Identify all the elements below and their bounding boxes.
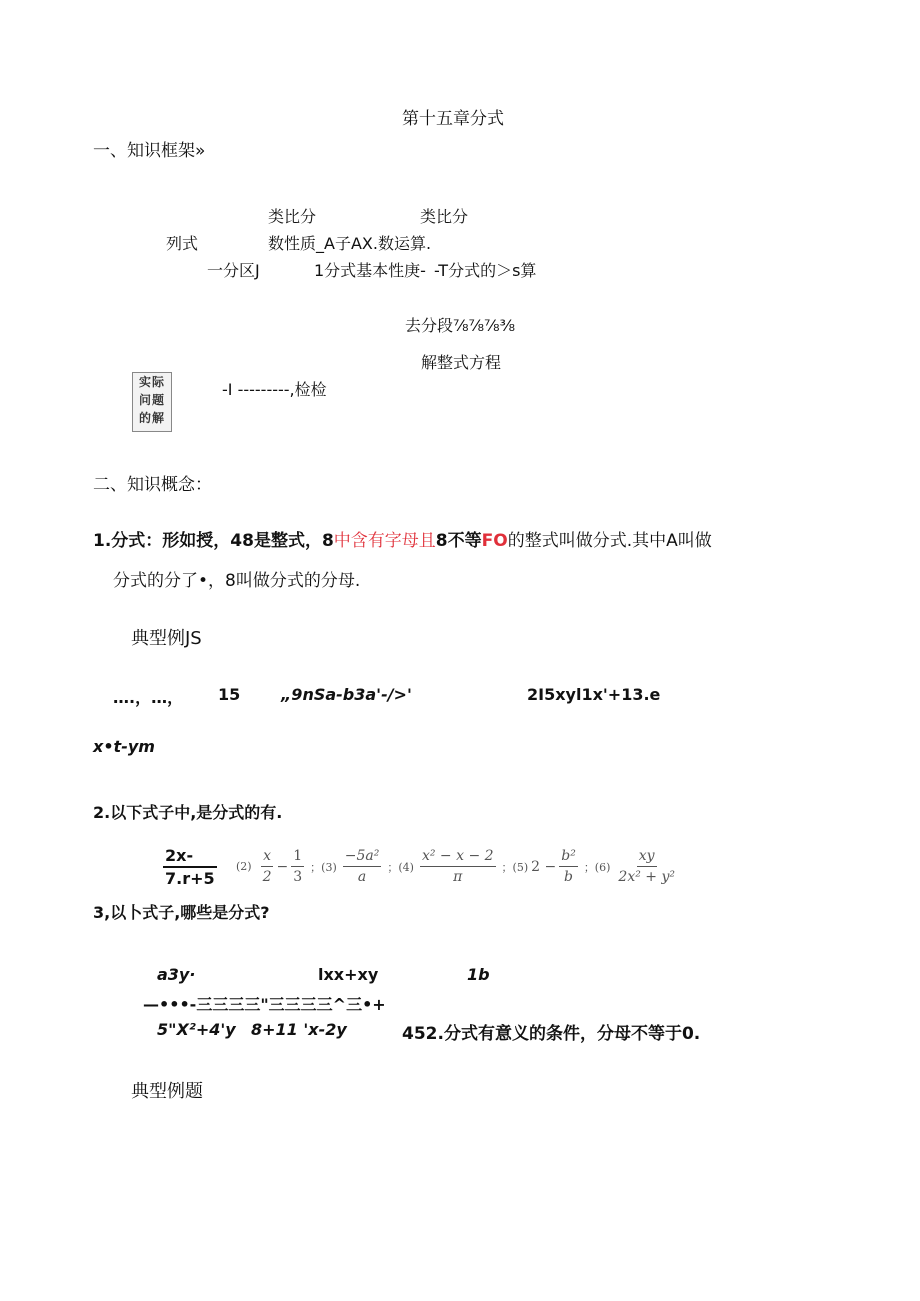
framework-analogy-left: 类比分	[268, 207, 317, 226]
def-highlight-2: FO	[481, 531, 508, 551]
q2-item4-label: ；(4)	[387, 860, 414, 874]
document-title: 第十五章分式	[402, 109, 504, 129]
q2-first-expression	[163, 846, 217, 890]
q2-item5-label: ；(5)	[501, 860, 529, 874]
definition-line-1	[93, 526, 712, 551]
example-row-b: x•t-ym	[93, 737, 155, 756]
stamp-line-2: 问题	[138, 393, 165, 407]
example-row-col2: 15	[218, 685, 241, 704]
def-text-b: 8不等	[435, 531, 482, 551]
q2-item2-a-den: 2	[262, 869, 272, 885]
framework-row-right: -T分式的＞s算	[434, 261, 537, 280]
stamp-line-1: 实际	[138, 375, 165, 389]
example-heading: 典型例JS	[131, 628, 202, 649]
section-heading-concepts: 二、知识概念：	[93, 475, 212, 495]
q3-top-b: lxx+xy	[318, 965, 379, 984]
def-text-a: 1.分式：形如授，48是整式，8	[93, 531, 334, 551]
q2-item6-den: 2x² + y²	[618, 869, 675, 885]
def-text-c: 的整式叫做分式.其中A叫做	[507, 531, 712, 551]
q3-bottom-a: 5"X²+4'y	[157, 1020, 236, 1039]
q2-item4-num: x² − x − 2	[420, 846, 496, 867]
q2-item2-b-num: 1	[291, 846, 304, 867]
q3-top-a: a3y·	[157, 965, 196, 984]
question-2: 2.以下式子中,是分式的有.	[93, 803, 283, 822]
q2-item2-label: (2)	[236, 860, 252, 873]
stamp-line-3: 的解	[138, 411, 165, 425]
practical-problem-stamp	[132, 372, 172, 432]
q2-item6-label: ；(6)	[583, 860, 611, 874]
q2-items	[236, 846, 680, 887]
q2-first-numerator: 2x-	[163, 846, 217, 868]
example-row-col1: ….，…，	[113, 688, 184, 707]
example-row-col3: „9nSa-b3a'-/>'	[281, 685, 412, 704]
q3-bottom-b: 8+11 'x-2y	[251, 1020, 347, 1039]
q2-item6-num: xy	[637, 846, 657, 867]
section-heading-framework: 一、知识框架»	[93, 141, 206, 161]
q2-item4-den: π	[453, 869, 463, 885]
q2-item5-prefix: 2 −	[531, 858, 557, 875]
example-heading-2: 典型例题	[131, 1081, 203, 1102]
framework-analogy-right: 类比分	[420, 207, 469, 226]
example-row-col4: 2I5xyl1x'+13.e	[527, 685, 661, 704]
q2-item5-num: b²	[559, 846, 578, 867]
definition-line-2: 分式的分了•，8叫做分式的分母.	[113, 571, 361, 591]
q2-item3-den: a	[357, 869, 367, 885]
q2-item3-label: ；(3)	[310, 860, 337, 874]
framework-solve: 解整式方程	[421, 353, 502, 372]
framework-properties: 数性质_A子AX.数运算.	[268, 234, 432, 253]
q2-item5-den: b	[564, 869, 573, 885]
framework-denominator: 去分段⅞⅞⅞⅜	[405, 316, 516, 335]
def-highlight-1: 中含有字母且	[333, 531, 436, 551]
q3-fraction-bars: —•••-三三三三"三三三三^三•+	[143, 995, 386, 1014]
q2-item3-num: −5a²	[343, 846, 382, 867]
q2-item2-a-num: x	[261, 846, 273, 867]
q2-first-denominator: 7.r+5	[165, 869, 215, 888]
q2-item2-b-den: 3	[293, 869, 303, 885]
q3-bottom-c: 452.分式有意义的条件，分母不等于0.	[402, 1024, 701, 1044]
question-3: 3,以卜式子,哪些是分式?	[93, 903, 270, 922]
q2-item2-minus: −	[276, 858, 289, 875]
framework-equation-label: 列式	[166, 234, 199, 253]
framework-row-left: 一分区J	[207, 261, 260, 280]
q3-top-c: 1b	[467, 965, 490, 984]
framework-check: -I ---------,检检	[222, 380, 327, 399]
framework-row-mid: 1分式基本性庚-	[314, 261, 426, 280]
